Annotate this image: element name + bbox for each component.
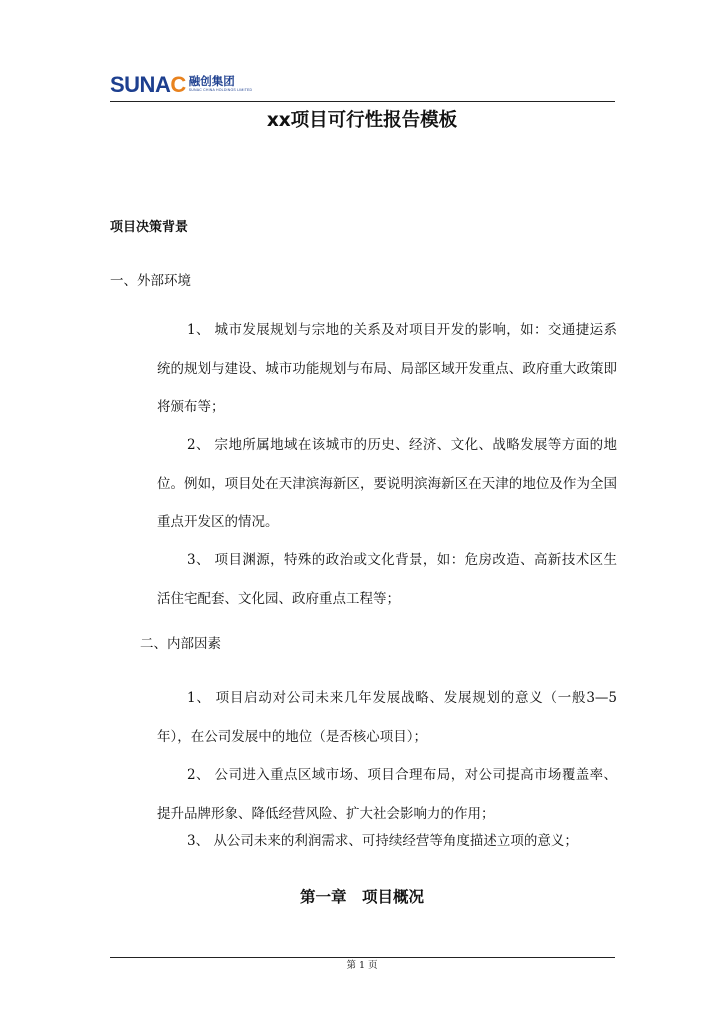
- paragraph-external-3: 3、 项目渊源，特殊的政治或文化背景，如：危房改造、高新技术区生活住宅配套、文化园、政府重点工程等；: [157, 552, 617, 607]
- page-number: 第 1 页: [346, 960, 378, 971]
- paragraph-internal-2: 2、 公司进入重点区域市场、项目合理布局，对公司提高市场覆盖率、提升品牌形象、降低经营风险、扩大社会影响力的作用；: [157, 767, 617, 822]
- background-heading: 项目决策背景: [110, 220, 189, 235]
- paragraph-internal-3: 3、 从公司未来的利润需求、可持续经营等角度描述立项的意义；: [187, 833, 578, 849]
- logo-english-name: SUNAC CHINA HOLDINGS LIMITED: [188, 88, 253, 92]
- page-header: [110, 72, 615, 102]
- paragraph-external-1: 1、 城市发展规划与宗地的关系及对项目开发的影响，如：交通捷运系统的规划与建设、城市功能规划与布局、局部区域开发重点、政府重大政策即将颁布等；: [157, 322, 617, 415]
- header-divider: [110, 101, 615, 102]
- paragraph-external-2: 2、 宗地所属地域在该城市的历史、经济、文化、战略发展等方面的地位。例如，项目处在天津滨海新区，要说明滨海新区在天津的地位及作为全国重点开发区的情况。: [157, 437, 617, 530]
- sunac-logo: [110, 72, 252, 102]
- document-title: xx项目可行性报告模板: [266, 110, 458, 131]
- logo-chinese-name: 融创集团: [188, 74, 235, 88]
- paragraph-internal-1: 1、 项目启动对公司未来几年发展战略、发展规划的意义（一般3—5年），在公司发展中的地位（是否核心项目）；: [157, 690, 617, 745]
- footer-divider: [110, 957, 615, 958]
- section-heading-internal: 二、内部因素: [140, 636, 221, 652]
- section-heading-external: 一、外部环境: [110, 273, 191, 289]
- logo-wordmark: SUNAC: [110, 72, 186, 97]
- chapter-title: 第一章 项目概况: [299, 888, 424, 906]
